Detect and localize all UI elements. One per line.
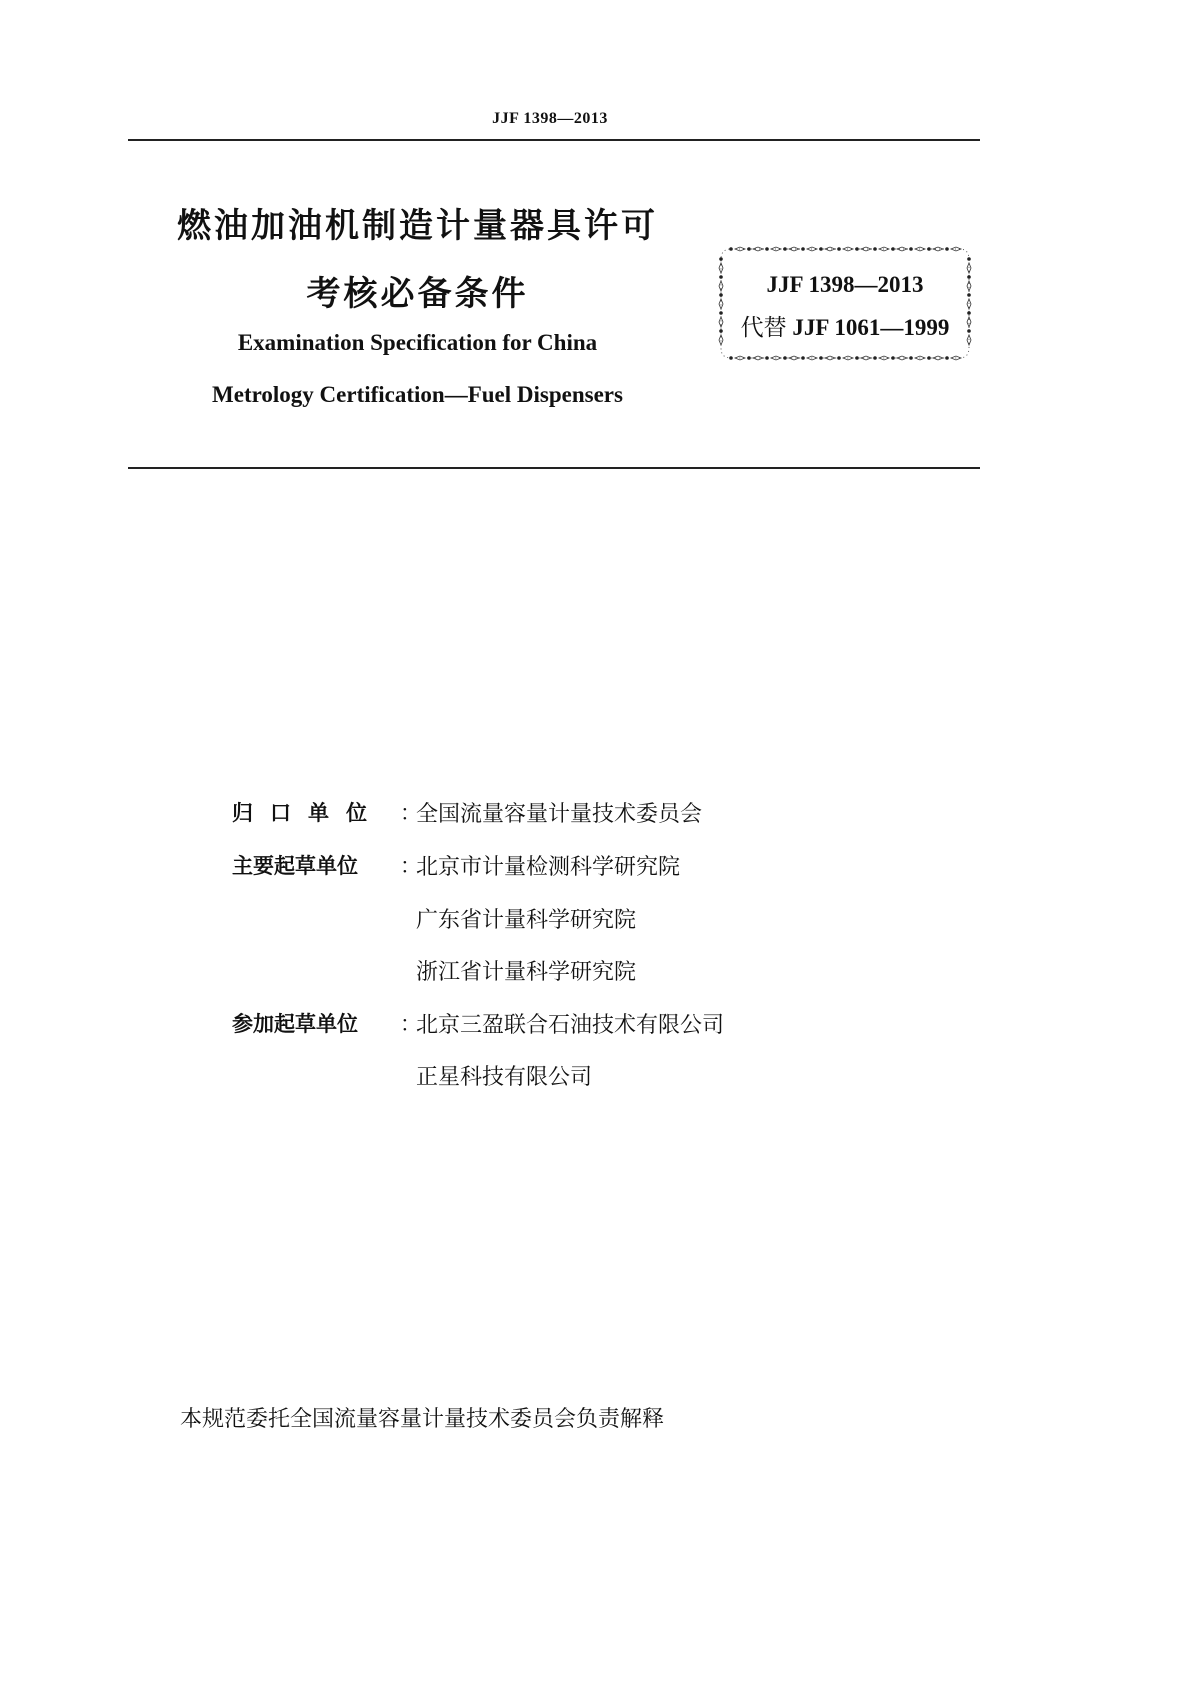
main-drafting-org: 北京市计量检测科学研究院: [416, 855, 681, 880]
participating-drafting-label: 参加起草单位: [232, 1012, 358, 1036]
bottom-rule: [128, 467, 980, 469]
colon: ：: [400, 854, 421, 878]
colon: ：: [400, 801, 421, 825]
centralized-unit-value: 全国流量容量计量技术委员会: [416, 802, 703, 827]
title-cn-line2: 考核必备条件: [306, 274, 529, 314]
centralized-unit-label: 归口单位: [232, 801, 384, 825]
top-rule: [128, 139, 980, 141]
standard-code-box: [717, 245, 973, 362]
title-en-line2: Metrology Certification—Fuel Dispensers: [212, 382, 623, 407]
standard-code: JJF 1398—2013: [766, 272, 924, 297]
participating-drafting-org: 北京三盈联合石油技术有限公司: [416, 1013, 725, 1038]
interpretation-note: 本规范委托全国流量容量计量技术委员会负责解释: [180, 1407, 665, 1432]
replaced-standard: [717, 309, 973, 342]
title-en-line1: Examination Specification for China: [237, 330, 598, 355]
participating-drafting-org: 正星科技有限公司: [416, 1065, 593, 1090]
replace-prefix: 代替: [740, 315, 787, 340]
standard-number-header: JJF 1398—2013: [492, 110, 608, 127]
main-drafting-org: 广东省计量科学研究院: [416, 908, 637, 933]
main-drafting-org: 浙江省计量科学研究院: [416, 960, 637, 985]
title-cn-line1: 燃油加油机制造计量器具许可: [177, 206, 658, 246]
decorative-dotted-border: [717, 245, 973, 362]
replaced-code: JJF 1061—1999: [792, 315, 950, 340]
colon: ：: [400, 1012, 421, 1036]
main-drafting-label: 主要起草单位: [232, 854, 358, 878]
